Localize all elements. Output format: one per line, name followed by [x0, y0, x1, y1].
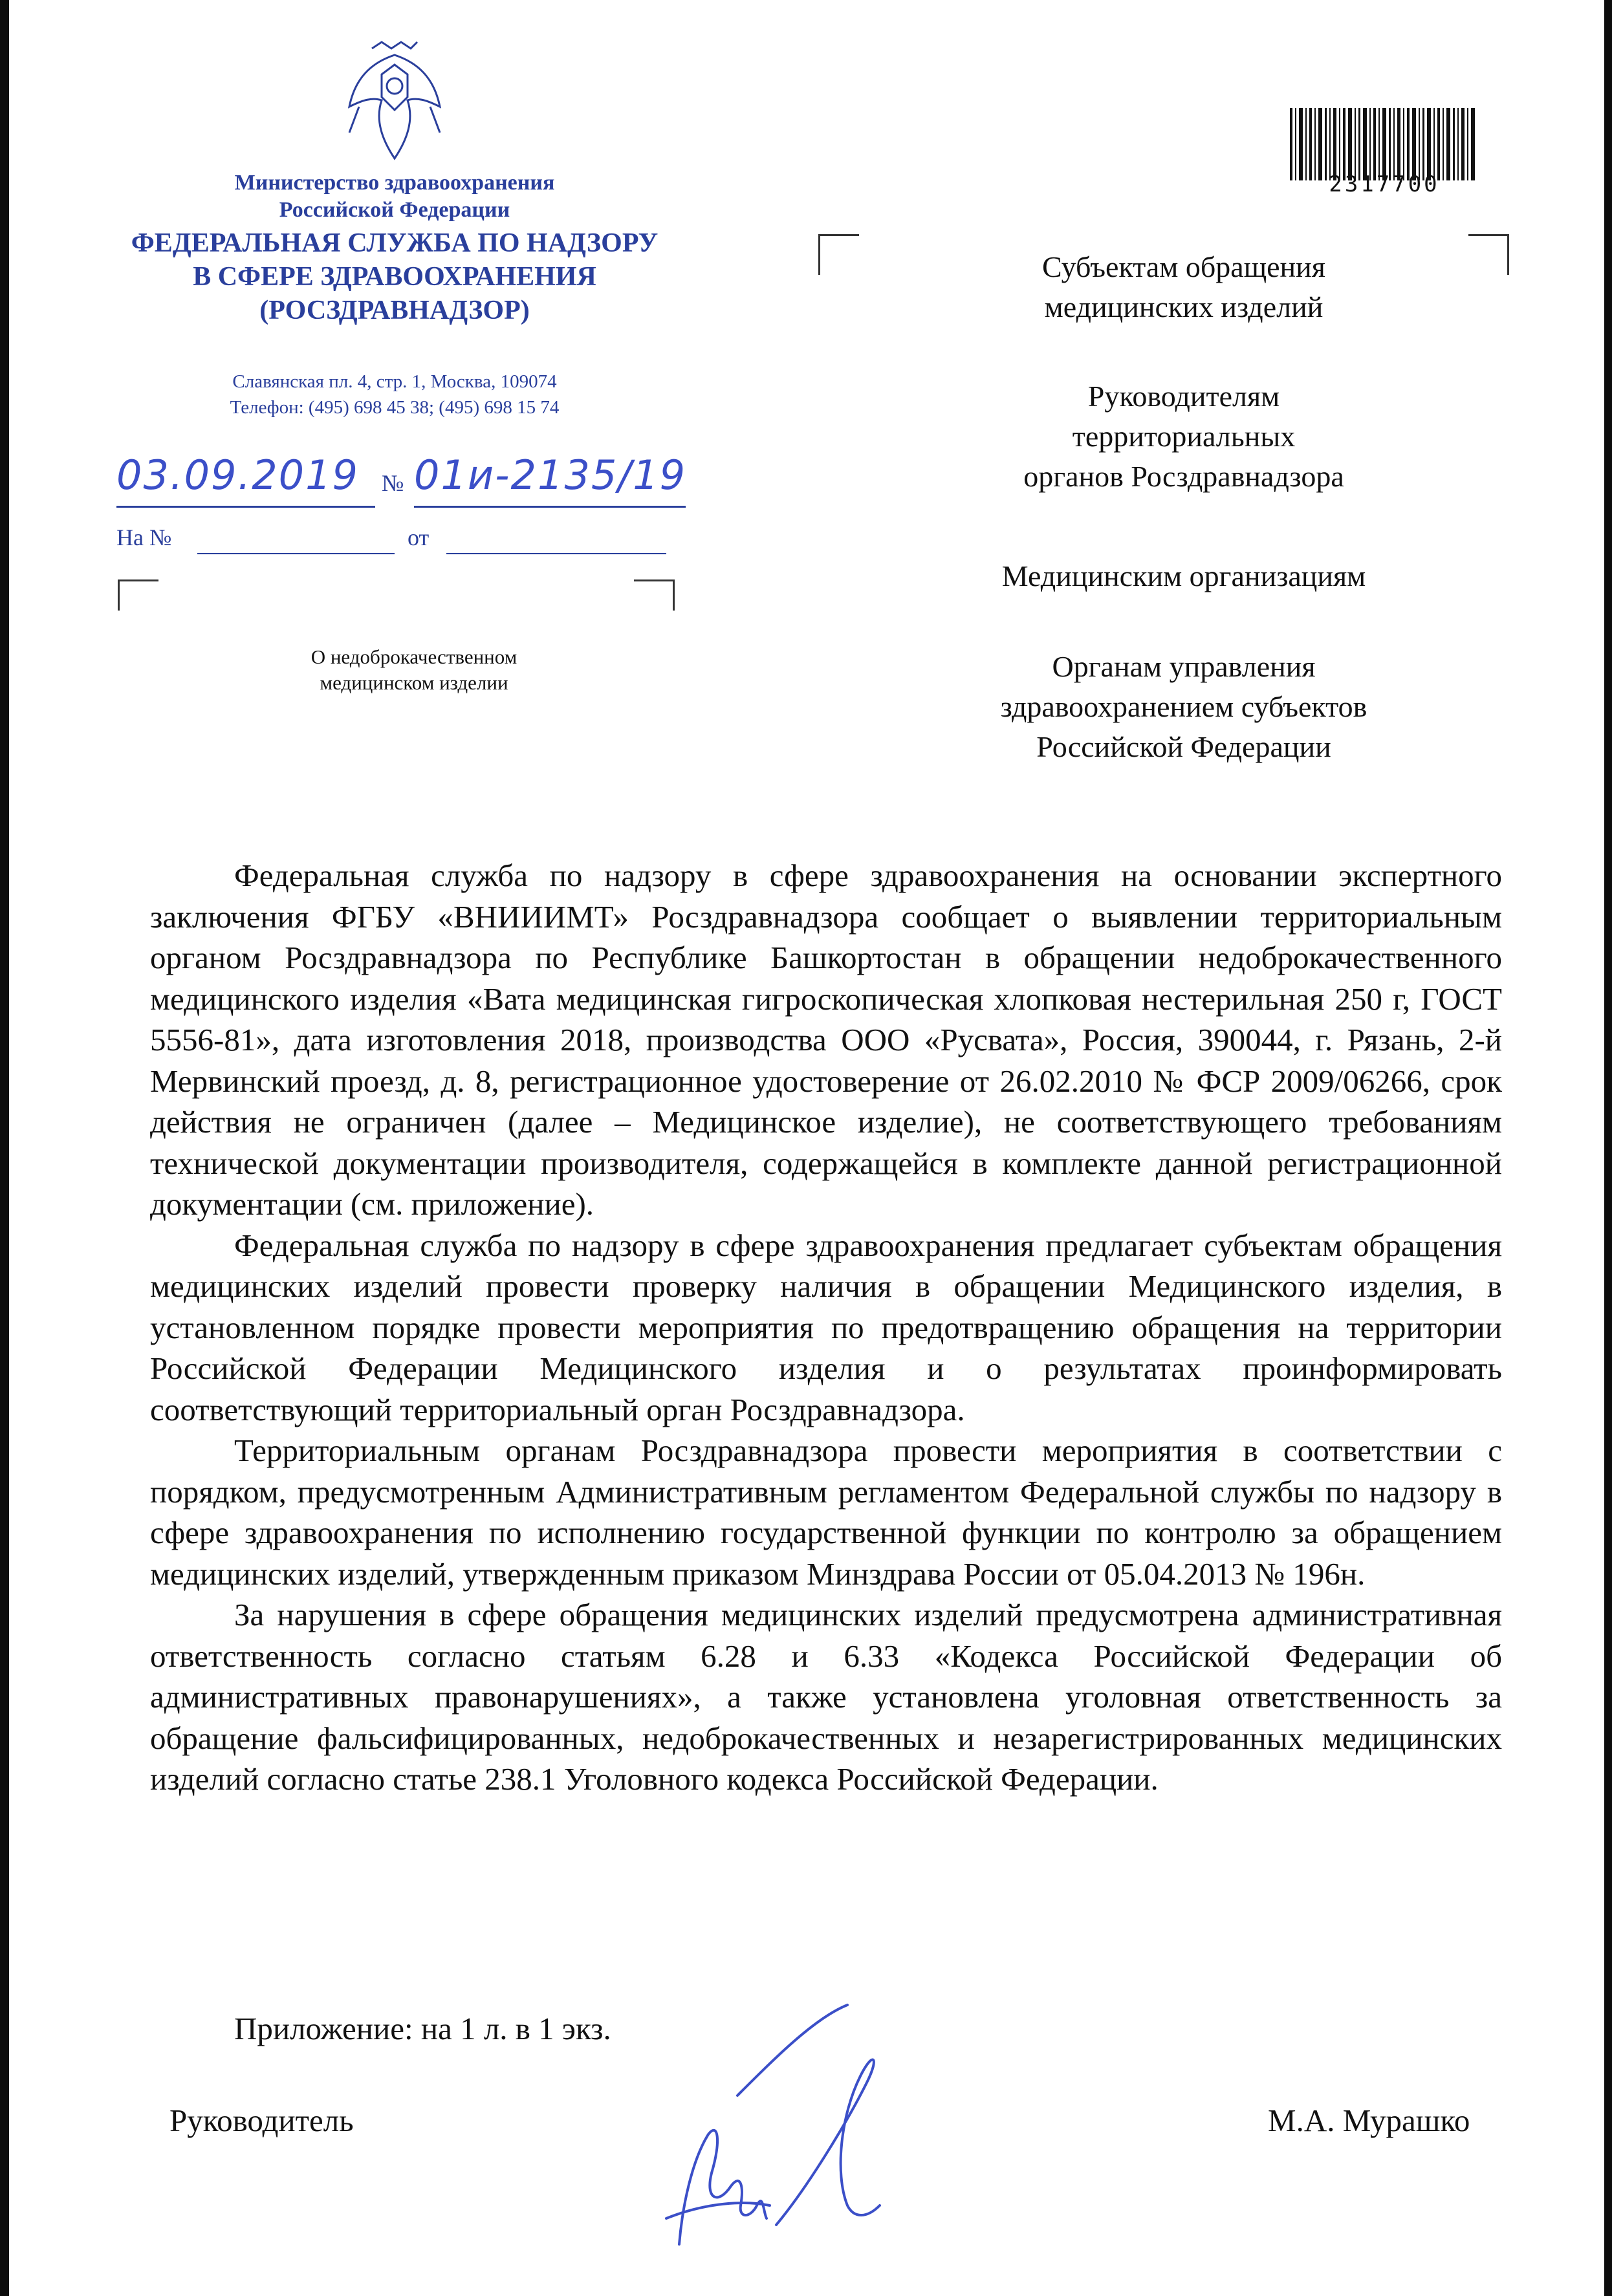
phone-line: Телефон: (495) 698 45 38; (495) 698 15 74 — [230, 397, 560, 418]
addressee-line: здравоохранением субъектов — [1000, 690, 1367, 723]
service-line: В СФЕРЕ ЗДРАВООХРАНЕНИЯ — [193, 262, 596, 292]
service-line: ФЕДЕРАЛЬНАЯ СЛУЖБА ПО НАДЗОРУ — [131, 228, 659, 258]
addressee-block — [893, 376, 1475, 497]
reference-row — [116, 524, 699, 551]
addressee-line: Субъектам обращения — [1042, 250, 1325, 283]
subject-corner-left — [118, 579, 158, 611]
signature-icon — [569, 1992, 996, 2251]
addressee-line: органов Росздравнадзора — [1023, 460, 1344, 493]
addressee-corner-left — [818, 234, 859, 275]
ministry-line: Российской Федерации — [279, 198, 510, 222]
body-paragraph: Федеральная служба по надзору в сфере здравоохранения предлагает субъектам обращения медицинских изделий провести проверку наличия в обращении Медицинского изделия, в установленном порядке провести мероприятия по предотвращению обращения на территории Российской Федерации Медицинского изделия и о результатах проинформировать соответствующий территориальный орган Росздравнадзора. — [150, 1227, 1502, 1427]
body-paragraph: За нарушения в сфере обращения медицинских изделий предусмотрена административная ответственность согласно статьям 6.28 и 6.33 «Кодекса Российской Федерации об административных правонарушениях», а также установлена уголовная ответственность за обращение фальсифицированных, недоброкачественных и незарегистрированных медицинских изделий согласно статье 238.1 Уголовного кодекса Российской Федерации. — [150, 1597, 1502, 1797]
date-underline — [116, 506, 375, 508]
ref-number-underline — [197, 553, 395, 554]
letter-subject — [233, 644, 595, 696]
ministry-line: Министерство здравоохранения — [234, 171, 555, 195]
body-paragraph: Федеральная служба по надзору в сфере здравоохранения на основании экспертного заключения ФГБУ «ВНИИИМТ» Росздравнадзора сообщает о выявлении территориальным органом Росздравнадзора по Республике Башкортостан в обращении недоброкачественного медицинского изделия «Вата медицинская гигроскопическая хлопковая нестерильная 250 г, ГОСТ 5556-81», дата изготовления 2018, производства ООО «Русвата», Россия, 390044, г. Рязань, 2-й Мервинский проезд, д. 8, регистрационное удостоверение от 26.02.2010 № ФСР 2009/06266, срок действия не ограничен (далее – Медицинское изделие), не соответствующего требованиям технической документации производителя, содержащейся в комплекте данной регистрационной документации (см. приложение). — [150, 858, 1502, 1222]
ref-number-label: На № — [116, 525, 172, 550]
subject-line: медицинском изделии — [320, 671, 508, 694]
letter-body — [150, 855, 1502, 1800]
number-underline — [414, 506, 686, 508]
addressee-block — [893, 556, 1475, 596]
scan-border-left — [0, 0, 9, 2296]
body-paragraph: Территориальным органам Росздравнадзора провести мероприятия в соответствии с порядком, предусмотренным Административным регламентом Федеральной службы по надзору в сфере здравоохранения по исполнению государственной функции по контролю за обращением медицинских изделий, утвержденным приказом Минздрава России от 05.04.2013 № 196н. — [150, 1433, 1502, 1592]
service-line: (РОСЗДРАВНАДЗОР) — [259, 296, 530, 325]
addressee-line: Российской Федерации — [1036, 730, 1331, 763]
addressee-line: Руководителям — [1087, 380, 1280, 413]
barcode-number: 2317700 — [1329, 171, 1440, 197]
addressee-block — [893, 647, 1475, 767]
addressee-line: Органам управления — [1052, 650, 1316, 683]
ref-from-label: от — [408, 525, 430, 550]
subject-corner-right — [634, 579, 675, 611]
addressee-block — [893, 247, 1475, 327]
signatory-name: М.А. Мурашко — [1268, 2103, 1470, 2138]
number-sign: № — [382, 470, 404, 496]
scan-border-right — [1604, 0, 1612, 2296]
signatory-position: Руководитель — [169, 2103, 354, 2138]
registration-date: 03.09.2019 — [116, 451, 359, 499]
addressee-line: территориальных — [1072, 420, 1296, 453]
service-name — [97, 226, 692, 327]
addressee-line: медицинских изделий — [1044, 290, 1323, 323]
addressee-line: Медицинским организациям — [1001, 559, 1366, 592]
registration-number: 01и-2135/19 — [414, 451, 687, 499]
ministry-name — [175, 169, 615, 224]
attachment-note: Приложение: на 1 л. в 1 экз. — [234, 2011, 611, 2046]
office-address — [110, 369, 679, 420]
coat-of-arms-icon — [336, 36, 453, 165]
subject-line: О недоброкачественном — [310, 645, 517, 668]
address-line: Славянская пл. 4, стр. 1, Москва, 109074 — [232, 371, 557, 392]
ref-date-underline — [446, 553, 666, 554]
